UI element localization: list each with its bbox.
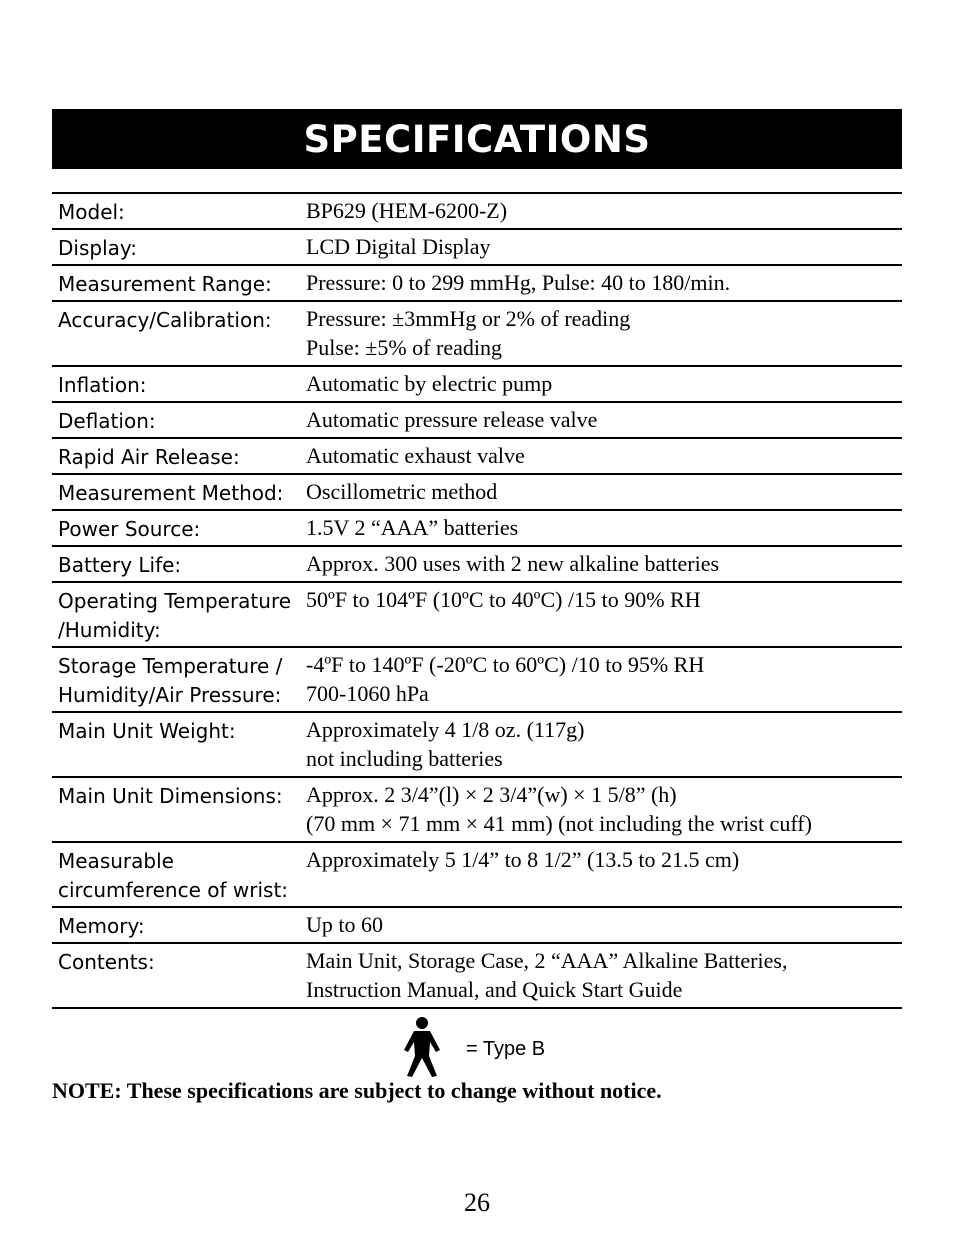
spec-row-display (52, 230, 902, 266)
spec-value: Approximately 4 1/8 oz. (117g) not including batteries (306, 717, 585, 771)
spec-label: Battery Life: (58, 553, 182, 577)
spec-value: 1.5V 2 “AAA” batteries (306, 515, 519, 540)
page-number: 26 (464, 1188, 490, 1217)
spec-row-accuracy (52, 302, 902, 367)
spec-label: Inflation: (58, 373, 147, 397)
spec-value: Automatic exhaust valve (306, 443, 525, 468)
spec-label: Storage Temperature / Humidity/Air Pressure: (58, 654, 283, 707)
spec-label: Measurement Range: (58, 272, 272, 296)
type-b-symbol (400, 1016, 545, 1078)
spec-value: Approximately 5 1/4” to 8 1/2” (13.5 to 21.5 cm) (306, 847, 740, 872)
page-title: SPECIFICATIONS (52, 109, 902, 169)
spec-row-memory (52, 908, 902, 944)
spec-label: Main Unit Weight: (58, 719, 236, 743)
type-b-person-icon (400, 1016, 444, 1078)
spec-value: Oscillometric method (306, 479, 498, 504)
spec-row-inflation (52, 367, 902, 403)
type-b-label: = Type B (466, 1037, 546, 1060)
spec-value: Main Unit, Storage Case, 2 “AAA” Alkaline Batteries, Instruction Manual, and Quick Start Guide (306, 948, 788, 1002)
spec-row-power-source (52, 511, 902, 547)
spec-label: Main Unit Dimensions: (58, 784, 283, 808)
spec-row-operating-temperature (52, 583, 902, 648)
spec-row-wrist-circumference (52, 843, 902, 908)
spec-label: Model: (58, 200, 125, 224)
spec-value: Pressure: ±3mmHg or 2% of reading Pulse: ±5% of reading (306, 306, 631, 360)
spec-row-contents (52, 944, 902, 1009)
specifications-note: NOTE: These specifications are subject to change without notice. (52, 1078, 662, 1103)
spec-value: BP629 (HEM-6200-Z) (306, 198, 508, 223)
spec-label: Accuracy/Calibration: (58, 308, 272, 332)
spec-value: Automatic by electric pump (306, 371, 553, 396)
spec-value: LCD Digital Display (306, 234, 491, 259)
spec-value: Approx. 2 3/4”(l) × 2 3/4”(w) × 1 5/8” (h) (70 mm × 71 mm × 41 mm) (not including the wrist cuff) (306, 782, 812, 836)
spec-row-measurement-method (52, 475, 902, 511)
spec-row-battery-life (52, 547, 902, 583)
spec-label: Memory: (58, 914, 145, 938)
spec-value: Pressure: 0 to 299 mmHg, Pulse: 40 to 180/min. (306, 270, 731, 295)
spec-value: 50ºF to 104ºF (10ºC to 40ºC) /15 to 90% RH (306, 587, 701, 612)
spec-value: Up to 60 (306, 912, 383, 937)
spec-label: Operating Temperature /Humidity: (58, 589, 292, 642)
spec-label: Rapid Air Release: (58, 445, 240, 469)
spec-value: -4ºF to 140ºF (-20ºC to 60ºC) /10 to 95% RH 700-1060 hPa (306, 652, 705, 706)
spec-label: Deflation: (58, 409, 156, 433)
spec-label: Contents: (58, 950, 155, 974)
spec-label: Measurable circumference of wrist: (58, 849, 289, 902)
spec-label: Measurement Method: (58, 481, 284, 505)
spec-value: Automatic pressure release valve (306, 407, 598, 432)
spec-label: Display: (58, 236, 138, 260)
spec-row-storage-temperature (52, 648, 902, 713)
spec-row-rapid-air-release (52, 439, 902, 475)
spec-row-deflation (52, 403, 902, 439)
specifications-table (52, 192, 902, 1009)
spec-value: Approx. 300 uses with 2 new alkaline batteries (306, 551, 720, 576)
spec-row-main-unit-weight (52, 713, 902, 778)
spec-row-model (52, 194, 902, 230)
spec-row-main-unit-dimensions (52, 778, 902, 843)
spec-label: Power Source: (58, 517, 201, 541)
spec-row-measurement-range (52, 266, 902, 302)
